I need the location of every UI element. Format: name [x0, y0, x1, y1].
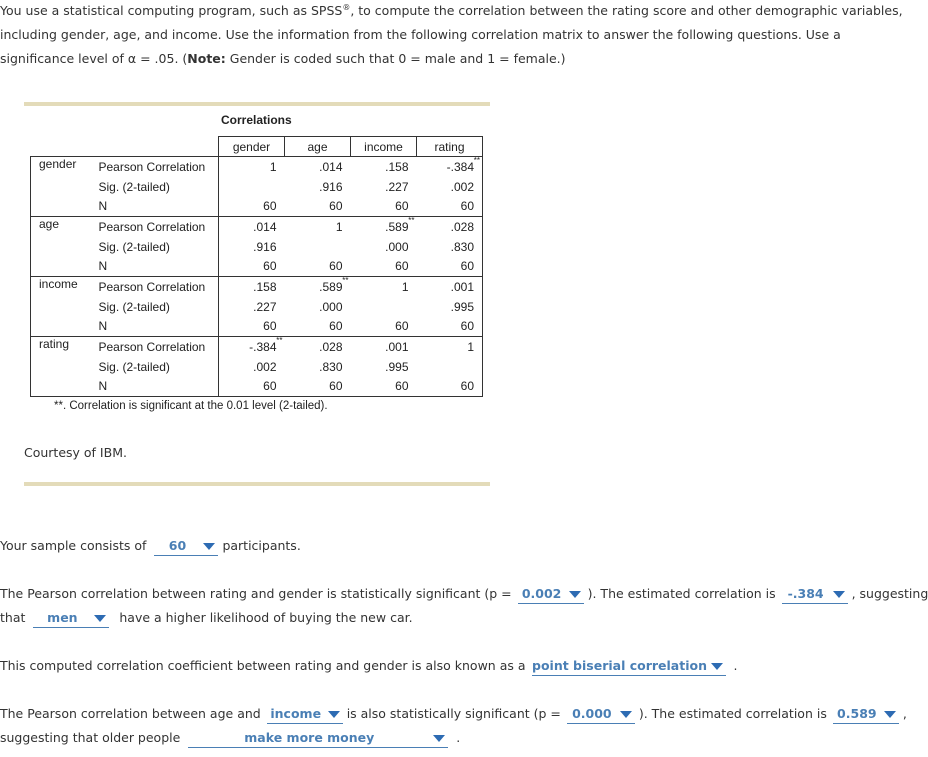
- table-cell: 60: [395, 199, 409, 214]
- table-cell: -.384 **: [219, 337, 285, 357]
- table-cell: 60: [395, 319, 409, 334]
- figure-top-rule: [24, 102, 490, 106]
- table-row: [31, 157, 483, 177]
- table-cell: [351, 297, 417, 317]
- table-cell: [219, 177, 285, 197]
- table-cell: .002: [253, 359, 277, 374]
- col-header-age: age: [285, 137, 351, 157]
- correlation-gender-dropdown[interactable]: -.384: [782, 585, 848, 604]
- table-cell: .589 **: [351, 217, 417, 237]
- variable-label: [31, 257, 91, 277]
- statistic-label: Sig. (2-tailed): [91, 357, 219, 377]
- variable-label: [31, 197, 91, 217]
- table-cell: 60: [395, 259, 409, 274]
- sample-size-question: Your sample consists of 60 participants.: [0, 537, 301, 556]
- table-row: [31, 237, 483, 257]
- variable-label: gender: [31, 157, 91, 177]
- table-cell: 60: [329, 319, 343, 334]
- table-cell: .995: [385, 359, 409, 374]
- col-header-rating: rating: [417, 137, 483, 157]
- table-cell: -.384 **: [417, 157, 483, 177]
- age-correlation-question: The Pearson correlation between age and income is also statistically significant (p = 0.000 ). The estimated correlation is 0.589 ,: [0, 705, 907, 724]
- statistic-label: Pearson Correlation: [91, 337, 219, 357]
- table-cell: .014: [285, 157, 351, 177]
- variable-dropdown[interactable]: income: [267, 705, 343, 724]
- table-cell: .830: [319, 359, 343, 374]
- chevron-down-icon: [884, 711, 896, 718]
- variable-label: [31, 177, 91, 197]
- gender-rating-question-line2: that men have a higher likelihood of buying the new car.: [0, 609, 413, 628]
- table-row: [31, 317, 483, 337]
- p-value-age-dropdown[interactable]: 0.000: [567, 705, 635, 724]
- table-cell: .227: [253, 299, 277, 314]
- gender-rating-question: The Pearson correlation between rating and gender is statistically significant (p = 0.002 ). The estimated correlation is -.384 , suggesting: [0, 585, 928, 604]
- statistic-label: N: [91, 197, 219, 217]
- chevron-down-icon: [433, 735, 445, 742]
- table-cell: 60: [329, 199, 343, 214]
- table-cell: 60: [263, 259, 277, 274]
- figure-bottom-rule: [24, 482, 490, 486]
- statistic-label: Sig. (2-tailed): [91, 297, 219, 317]
- coefficient-type-dropdown[interactable]: point biserial correlation: [532, 657, 726, 676]
- conclusion-dropdown[interactable]: make more money: [188, 729, 448, 748]
- table-cell: 60: [263, 319, 277, 334]
- correlation-age-dropdown[interactable]: 0.589: [833, 705, 899, 724]
- table-cell: .014: [219, 217, 285, 237]
- table-cell: 1: [351, 277, 417, 297]
- chevron-down-icon: [711, 663, 723, 670]
- table-cell: 60: [329, 259, 343, 274]
- table-cell: 60: [351, 377, 417, 397]
- question-intro: You use a statistical computing program, such as SPSS®, to compute the correlation between the rating score and other demographic variables, including gender, age, and income. Use the information from the following correlation matrix to answer the following questions. Use a significance level of α = .05. (Note: Gender is coded such that 0 = male and 1 = female.): [0, 3, 903, 67]
- table-row: [31, 257, 483, 277]
- chevron-down-icon: [569, 591, 581, 598]
- table-cell: .002: [417, 177, 483, 197]
- significance-mark: **: [276, 336, 283, 345]
- table-cell: .028: [285, 337, 351, 357]
- table-cell: [417, 357, 483, 377]
- table-row: [31, 337, 483, 357]
- significance-mark: **: [408, 216, 415, 225]
- table-row: [31, 277, 483, 297]
- table-cell: .227: [385, 179, 409, 194]
- table-cell: 60: [263, 199, 277, 214]
- significance-mark: **: [473, 156, 480, 165]
- statistic-label: Sig. (2-tailed): [91, 237, 219, 257]
- table-cell: 60: [417, 257, 483, 277]
- table-cell: .158: [351, 157, 417, 177]
- correlation-table: [30, 136, 483, 397]
- p-value-gender-dropdown[interactable]: 0.002: [518, 585, 584, 604]
- table-row: [31, 377, 483, 397]
- table-cell: 60: [417, 317, 483, 337]
- variable-label: [31, 357, 91, 377]
- variable-label: [31, 317, 91, 337]
- variable-label: [31, 377, 91, 397]
- table-cell: 1: [417, 337, 483, 357]
- table-cell: .158: [219, 277, 285, 297]
- table-cell: 60: [219, 377, 285, 397]
- table-cell: .589 **: [285, 277, 351, 297]
- table-row: [31, 297, 483, 317]
- variable-label: rating: [31, 337, 91, 357]
- col-header-income: income: [351, 137, 417, 157]
- table-cell: 60: [417, 377, 483, 397]
- chevron-down-icon: [94, 615, 106, 622]
- age-correlation-question-line2: suggesting that older people make more money .: [0, 729, 460, 748]
- table-cell: 60: [417, 197, 483, 217]
- table-cell: .001: [417, 277, 483, 297]
- table-cell: 1: [219, 157, 285, 177]
- col-header-gender: gender: [219, 137, 285, 157]
- table-footnote: **. Correlation is significant at the 0.01 level (2-tailed).: [54, 400, 328, 412]
- table-row: [31, 217, 483, 237]
- significance-mark: **: [342, 276, 349, 285]
- table-cell: .028: [417, 217, 483, 237]
- statistic-label: N: [91, 377, 219, 397]
- chevron-down-icon: [203, 543, 215, 550]
- variable-label: income: [31, 277, 91, 297]
- table-cell: .000: [319, 299, 343, 314]
- table-row: [31, 197, 483, 217]
- statistic-label: Sig. (2-tailed): [91, 177, 219, 197]
- table-cell: 60: [285, 377, 351, 397]
- statistic-label: N: [91, 317, 219, 337]
- group-dropdown[interactable]: men: [33, 609, 109, 628]
- table-row: [31, 177, 483, 197]
- variable-label: [31, 297, 91, 317]
- statistic-label: Pearson Correlation: [91, 277, 219, 297]
- statistic-label: Pearson Correlation: [91, 157, 219, 177]
- variable-label: age: [31, 217, 91, 237]
- sample-size-dropdown[interactable]: 60: [154, 537, 218, 556]
- table-cell: .916: [319, 179, 343, 194]
- table-cell: .001: [351, 337, 417, 357]
- table-cell: .916: [253, 239, 277, 254]
- chevron-down-icon: [833, 591, 845, 598]
- table-cell: 1: [285, 217, 351, 237]
- courtesy-credit: Courtesy of IBM.: [24, 445, 127, 460]
- table-cell: .830: [417, 237, 483, 257]
- table-title: Correlations: [221, 113, 292, 127]
- note-label: Note:: [187, 51, 226, 67]
- table-cell: [285, 237, 351, 257]
- chevron-down-icon: [620, 711, 632, 718]
- variable-label: [31, 237, 91, 257]
- chevron-down-icon: [328, 711, 340, 718]
- table-row: [31, 357, 483, 377]
- table-cell: .995: [417, 297, 483, 317]
- statistic-label: N: [91, 257, 219, 277]
- statistic-label: Pearson Correlation: [91, 217, 219, 237]
- table-cell: .000: [385, 239, 409, 254]
- coefficient-type-question: This computed correlation coefficient between rating and gender is also known as a point biserial correlation .: [0, 657, 737, 676]
